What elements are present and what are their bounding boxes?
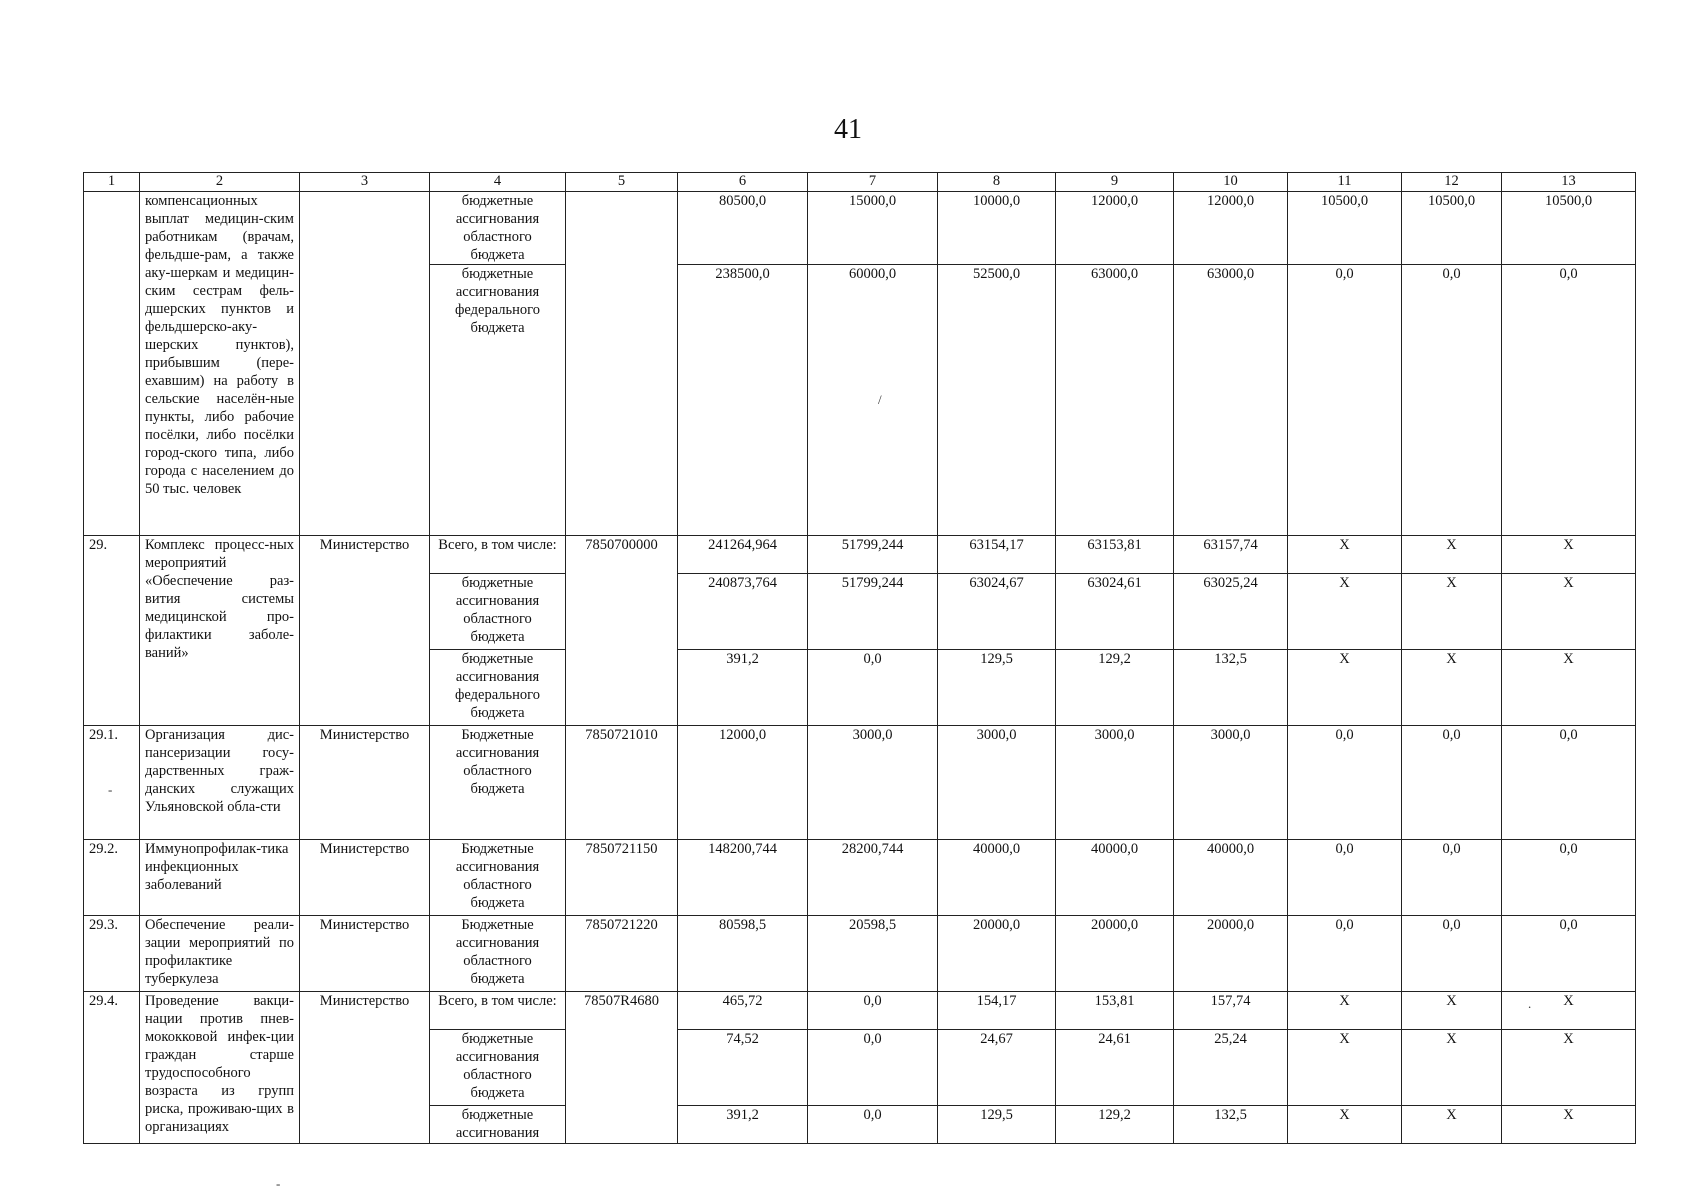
column-number: 4 [430, 173, 566, 192]
amount-cell: 0,0 [808, 992, 938, 1030]
amount-cell: 63000,0 [1056, 265, 1174, 536]
funding-source: бюджетные ассигнования [430, 1106, 566, 1144]
amount-cell: 3000,0 [1174, 726, 1288, 840]
table-row [84, 916, 1636, 992]
amount-cell: 40000,0 [1174, 840, 1288, 916]
amount-cell: 10500,0 [1502, 192, 1636, 265]
amount-cell: X [1402, 536, 1502, 574]
amount-cell: X [1502, 1030, 1636, 1106]
column-number: 2 [140, 173, 300, 192]
amount-cell: 12000,0 [678, 726, 808, 840]
amount-cell: 132,5 [1174, 1106, 1288, 1144]
amount-cell: 148200,744 [678, 840, 808, 916]
amount-cell: 154,17 [938, 992, 1056, 1030]
executor-cell [300, 192, 430, 536]
item-description: Организация дис-пансеризации госу-дарственных граж-данских служащих Ульяновской обла-сти [140, 726, 300, 840]
item-number: 29.2. [84, 840, 140, 916]
amount-cell: 80500,0 [678, 192, 808, 265]
item-number: 29.4. [84, 992, 140, 1144]
item-number-cell [84, 192, 140, 536]
column-number: 9 [1056, 173, 1174, 192]
budget-table [83, 172, 1636, 1144]
amount-cell: 63000,0 [1174, 265, 1288, 536]
amount-cell: 24,67 [938, 1030, 1056, 1106]
executor: Министерство [300, 726, 430, 840]
amount-cell: 157,74 [1174, 992, 1288, 1030]
column-number: 1 [84, 173, 140, 192]
amount-cell: 3000,0 [1056, 726, 1174, 840]
amount-cell: 63024,61 [1056, 574, 1174, 650]
amount-cell: 0,0 [1288, 265, 1402, 536]
column-number: 8 [938, 173, 1056, 192]
amount-cell: X [1288, 1030, 1402, 1106]
amount-cell: X [1288, 650, 1402, 726]
amount-cell: 0,0 [808, 1030, 938, 1106]
amount-cell: 391,2 [678, 650, 808, 726]
amount-cell: 10500,0 [1288, 192, 1402, 265]
funding-source: бюджетные ассигнования федерального бюджета [430, 650, 566, 726]
column-number: 7 [808, 173, 938, 192]
amount-cell: 20000,0 [1174, 916, 1288, 992]
amount-cell: 63154,17 [938, 536, 1056, 574]
amount-cell: 10000,0 [938, 192, 1056, 265]
amount-cell: 0,0 [1502, 840, 1636, 916]
table-row [84, 536, 1636, 574]
amount-cell: 129,5 [938, 650, 1056, 726]
executor: Министерство [300, 840, 430, 916]
item-description: Иммунопрофилак-тика инфекционных заболеваний [140, 840, 300, 916]
table-row [84, 192, 1636, 265]
funding-source: бюджетные ассигнования областного бюджета [430, 1030, 566, 1106]
executor: Министерство [300, 992, 430, 1144]
amount-cell: 465,72 [678, 992, 808, 1030]
amount-cell: 63157,74 [1174, 536, 1288, 574]
amount-cell: 0,0 [1402, 265, 1502, 536]
scan-artifact: - [108, 782, 113, 797]
column-number-row [84, 173, 1636, 192]
amount-cell: 132,5 [1174, 650, 1288, 726]
scan-artifact: . [1528, 996, 1532, 1011]
amount-cell: 63153,81 [1056, 536, 1174, 574]
budget-code: 7850721220 [566, 916, 678, 992]
scan-artifact: - [276, 1176, 281, 1191]
column-number: 11 [1288, 173, 1402, 192]
amount-cell: 24,61 [1056, 1030, 1174, 1106]
item-number: 29. [84, 536, 140, 726]
column-number: 13 [1502, 173, 1636, 192]
amount-cell: 153,81 [1056, 992, 1174, 1030]
amount-cell: X [1402, 992, 1502, 1030]
funding-source: бюджетные ассигнования федерального бюджета [430, 265, 566, 536]
amount-cell: 20598,5 [808, 916, 938, 992]
amount-cell: 0,0 [808, 1106, 938, 1144]
amount-cell: 0,0 [1402, 840, 1502, 916]
amount-cell: X [1502, 1106, 1636, 1144]
item-description: Комплекс процесс-ных мероприятий «Обеспечение раз-вития системы медицинской про-филактики заболе-ваний» [140, 536, 300, 726]
amount-cell: 52500,0 [938, 265, 1056, 536]
funding-source: Бюджетные ассигнования областного бюджета [430, 840, 566, 916]
amount-cell: 63024,67 [938, 574, 1056, 650]
item-number: 29.3. [84, 916, 140, 992]
funding-source: Всего, в том числе: [430, 536, 566, 574]
amount-cell: 63025,24 [1174, 574, 1288, 650]
budget-code: 7850721010 [566, 726, 678, 840]
column-number: 12 [1402, 173, 1502, 192]
amount-cell: 391,2 [678, 1106, 808, 1144]
amount-cell: 0,0 [808, 650, 938, 726]
amount-cell: X [1402, 1106, 1502, 1144]
amount-cell: 51799,244 [808, 536, 938, 574]
table-row [84, 840, 1636, 916]
funding-source: Всего, в том числе: [430, 992, 566, 1030]
amount-cell: X [1288, 574, 1402, 650]
amount-cell: 28200,744 [808, 840, 938, 916]
funding-source: бюджетные ассигнования областного бюджета [430, 574, 566, 650]
amount-cell: 240873,764 [678, 574, 808, 650]
item-description: компенсационных выплат медицин-ским работникам (врачам, фельдше-рам, а также аку-шеркам и медицин-ским сестрам фель-дшерских пунктов и фельдшерско-аку-шерских пунктов), прибывшим (пере-ехавшим) на работу в сельские населён-ные пункты, либо рабочие посёлки, либо посёлки город-ского типа, либо города с населением до 50 тыс. человек [140, 192, 300, 536]
amount-cell: 15000,0 [808, 192, 938, 265]
executor: Министерство [300, 536, 430, 726]
amount-cell: 40000,0 [938, 840, 1056, 916]
amount-cell: 20000,0 [1056, 916, 1174, 992]
amount-cell: X [1502, 574, 1636, 650]
amount-cell: 74,52 [678, 1030, 808, 1106]
amount-cell: 129,2 [1056, 1106, 1174, 1144]
funding-source: Бюджетные ассигнования областного бюджета [430, 916, 566, 992]
amount-cell: 238500,0 [678, 265, 808, 536]
scan-artifact: / [878, 392, 882, 407]
amount-cell: 0,0 [1502, 265, 1636, 536]
amount-cell: 3000,0 [938, 726, 1056, 840]
amount-cell: X [1288, 992, 1402, 1030]
amount-cell: 51799,244 [808, 574, 938, 650]
executor: Министерство [300, 916, 430, 992]
amount-cell: 0,0 [1288, 840, 1402, 916]
amount-cell: X [1402, 650, 1502, 726]
amount-cell: 20000,0 [938, 916, 1056, 992]
column-number: 10 [1174, 173, 1288, 192]
item-description: Проведение вакци-нации против пнев-мококковой инфек-ции граждан старше трудоспособного возраста из групп риска, проживаю-щих в организациях [140, 992, 300, 1144]
amount-cell: X [1502, 650, 1636, 726]
column-number: 3 [300, 173, 430, 192]
item-number: 29.1. [84, 726, 140, 840]
amount-cell: 0,0 [1288, 916, 1402, 992]
amount-cell: 40000,0 [1056, 840, 1174, 916]
column-number: 5 [566, 173, 678, 192]
amount-cell: 0,0 [1402, 916, 1502, 992]
budget-code: 78507R4680 [566, 992, 678, 1144]
amount-cell: 60000,0 [808, 265, 938, 536]
amount-cell: X [1502, 992, 1636, 1030]
amount-cell: 0,0 [1502, 726, 1636, 840]
amount-cell: 12000,0 [1056, 192, 1174, 265]
column-number: 6 [678, 173, 808, 192]
amount-cell: 3000,0 [808, 726, 938, 840]
amount-cell: 0,0 [1502, 916, 1636, 992]
amount-cell: 0,0 [1288, 726, 1402, 840]
budget-code: 7850721150 [566, 840, 678, 916]
amount-cell: 10500,0 [1402, 192, 1502, 265]
amount-cell: 80598,5 [678, 916, 808, 992]
amount-cell: 0,0 [1402, 726, 1502, 840]
amount-cell: 129,2 [1056, 650, 1174, 726]
page-number: 41 [834, 114, 862, 145]
funding-source: Бюджетные ассигнования областного бюджета [430, 726, 566, 840]
amount-cell: X [1502, 536, 1636, 574]
item-description: Обеспечение реали-зации мероприятий по профилактике туберкулеза [140, 916, 300, 992]
budget-code: 7850700000 [566, 536, 678, 726]
amount-cell: X [1402, 574, 1502, 650]
amount-cell: X [1288, 1106, 1402, 1144]
amount-cell: 129,5 [938, 1106, 1056, 1144]
amount-cell: X [1402, 1030, 1502, 1106]
funding-source: бюджетные ассигнования областного бюджета [430, 192, 566, 265]
table-row [84, 992, 1636, 1030]
budget-code-cell [566, 192, 678, 536]
amount-cell: 25,24 [1174, 1030, 1288, 1106]
amount-cell: X [1288, 536, 1402, 574]
amount-cell: 241264,964 [678, 536, 808, 574]
amount-cell: 12000,0 [1174, 192, 1288, 265]
table-row [84, 726, 1636, 840]
